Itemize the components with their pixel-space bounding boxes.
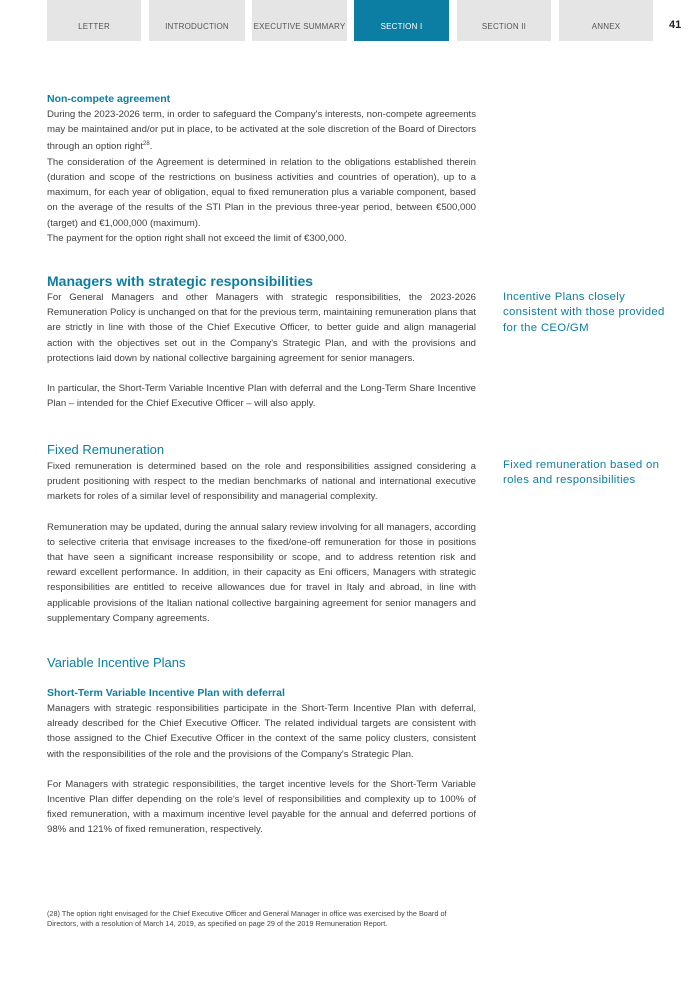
footnote-ref: 28	[143, 141, 150, 148]
sidenote-incentive-plans: Incentive Plans closely consistent with those provided for the CEO/GM	[503, 291, 665, 334]
tab-section-i[interactable]: SECTION I	[354, 0, 449, 41]
managers-paragraph-1: For General Managers and other Managers with strategic responsibilities, the 2023-2026 Remuneration Policy is unchanged on that for the previous term, maintaining remuneration plans that are strictly in line with those of the Chief Executive Officer, to better guide and align managerial action with the objectives set out in the Company's Strategic Plan, and with the provisions and protections laid down by national collective bargaining agreement for senior managers.	[47, 292, 476, 364]
sti-subheading: Short-Term Variable Incentive Plan with deferral	[47, 687, 285, 699]
variable-paragraph-2: For Managers with strategic responsibilities, the target incentive levels for the Short-Term Variable Incentive Plan differ depending on the role's level of responsibilities and complexity up to 100% of fixed remuneration, with a maximum incentive level payable for the annual and deferred portions of 98% and 121% of fixed remuneration, respectively.	[47, 778, 476, 836]
tab-annex[interactable]: ANNEX	[559, 0, 653, 41]
page-number: 41	[669, 19, 682, 31]
managers-heading: Managers with strategic responsibilities	[47, 273, 314, 289]
fixed-heading: Fixed Remuneration	[47, 442, 165, 457]
tab-letter[interactable]: LETTER	[47, 0, 141, 41]
managers-paragraph-2: In particular, the Short-Term Variable Incentive Plan with deferral and the Long-Term Share Incentive Plan – intended for the Chief Executive Officer – will also apply.	[47, 383, 476, 410]
footnote: (28) The option right envisaged for the Chief Executive Officer and General Manager in office was exercised by the Board of Directors, with a resolution of March 14, 2019, as specified on page 29 of the 2019 Remuneration Report.	[47, 909, 447, 928]
variable-heading: Variable Incentive Plans	[47, 655, 186, 670]
tab-executive-summary[interactable]: EXECUTIVE SUMMARY	[252, 0, 347, 41]
tab-introduction[interactable]: INTRODUCTION	[149, 0, 245, 41]
noncompete-paragraph-2: The consideration of the Agreement is determined in relation to the obligations established therein (duration and scope of the restrictions on business activities and countries of operation), up to a maximum, for each year of obligation, equal to fixed remuneration plus a variable component, based on the average of the results of the STI Plan in the previous three-year period, between €500,000 (target) and €1,000,000 (maximum).	[47, 156, 476, 229]
sidenote-fixed-remuneration: Fixed remuneration based on roles and responsibilities	[503, 459, 660, 487]
noncompete-section	[47, 92, 476, 246]
fixed-section	[47, 441, 476, 626]
fixed-paragraph-2: Remuneration may be updated, during the annual salary review involving for all managers, according to selective criteria that envisage increases to the fixed/one-off remuneration for those in positions that have seen a significant increase responsibility or scope, and to address retention risk and reward excellent performance. In addition, in their capacity as Eni officers, Managers with strategic responsibilities are entitled to receive allowances due for travel in Italy and abroad, in line with applicable provisions of the Italian national collective bargaining agreement for senior managers and supplementary Company agreements.	[47, 521, 476, 624]
fixed-paragraph-1: Fixed remuneration is determined based on the role and responsibilities assigned considering a prudent positioning with respect to the median benchmarks of national and international executive markets for roles of a similar level of responsibility and managerial complexity.	[47, 461, 476, 503]
variable-section	[47, 654, 476, 838]
variable-paragraph-1: Managers with strategic responsibilities participate in the Short-Term Incentive Plan with deferral, already described for the Chief Executive Officer. The related individual targets are consistent with those assigned to the Chief Executive Officer in the context of the same policy clusters, consistent with the responsibilities of the role and the provisions of the Company's Strategic Plan.	[47, 703, 476, 760]
managers-section	[47, 272, 476, 411]
noncompete-paragraph-3: The payment for the option right shall not exceed the limit of €300,000.	[47, 232, 347, 244]
noncompete-paragraph-1: During the 2023-2026 term, in order to safeguard the Company's interests, non-compete agreements may be maintained and/or put in place, to be activated at the sole discretion of the Board of Directors through an option right$^{28}$.	[47, 109, 476, 153]
noncompete-heading: Non-compete agreement	[47, 93, 171, 105]
tab-section-ii[interactable]: SECTION II	[457, 0, 551, 41]
